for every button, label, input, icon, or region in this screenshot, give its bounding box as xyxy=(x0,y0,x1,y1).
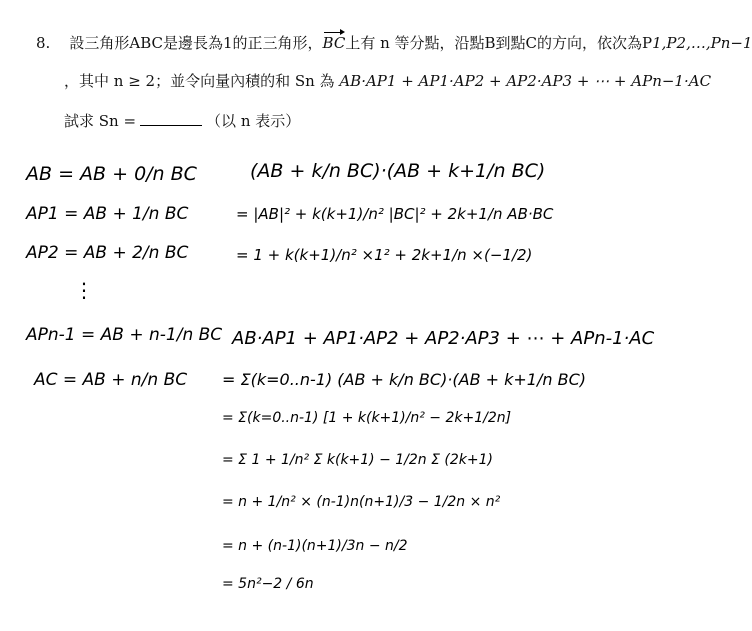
sum-expression: AB·AP1 + AP1·AP2 + AP2·AP3 + ⋯ + APn−1·AC xyxy=(339,72,712,90)
note-ac: AC = AB + n/n BC xyxy=(34,370,188,390)
problem-line-2 xyxy=(64,70,711,91)
problem-text-1c: 1,P2,…,Pn−1 xyxy=(652,34,752,52)
problem-ask-suffix: （以 n 表示） xyxy=(206,112,301,130)
note-apn1: APn-1 = AB + n-1/n BC xyxy=(26,325,223,345)
product-expression: (AB + k/n BC)·(AB + k+1/n BC) xyxy=(250,160,546,182)
problem-text-1b: 上有 n 等分點，沿點B到點C的方向，依次為P xyxy=(345,34,653,52)
problem-line-3 xyxy=(64,110,300,131)
problem-ask: 試求 Sn = xyxy=(64,112,137,130)
sum-step-1: = Σ(k=0..n-1) (AB + k/n BC)·(AB + k+1/n BC) xyxy=(222,370,586,389)
product-expand: = |AB|² + k(k+1)/n² |BC|² + 2k+1/n AB·BC xyxy=(236,205,554,223)
problem-text-2: ，其中 n ≥ 2；並令向量內積的和 Sn 為 xyxy=(64,72,335,90)
sum-restate: AB·AP1 + AP1·AP2 + AP2·AP3 + ⋯ + APn-1·AC xyxy=(232,328,655,349)
product-simplify: = 1 + k(k+1)/n² ×1² + 2k+1/n ×(−1/2) xyxy=(236,246,533,264)
note-ab: AB = AB + 0/n BC xyxy=(26,163,197,185)
problem-number: 8. xyxy=(36,34,51,52)
sum-step-4: = n + 1/n² × (n-1)n(n+1)/3 − 1/2n × n² xyxy=(222,494,501,510)
answer-blank xyxy=(140,125,202,126)
final-answer: = 5n²−2 / 6n xyxy=(222,576,314,592)
problem-text-1: 設三角形ABC是邊長為1的正三角形， xyxy=(69,34,323,52)
note-ap1: AP1 = AB + 1/n BC xyxy=(26,204,189,224)
sum-step-2: = Σ(k=0..n-1) [1 + k(k+1)/n² − 2k+1/2n] xyxy=(222,410,512,426)
sum-step-5: = n + (n-1)(n+1)/3n − n/2 xyxy=(222,538,408,554)
note-dots: ⋮ xyxy=(74,278,94,302)
bc-vector: BC xyxy=(322,34,346,52)
sum-step-3: = Σ 1 + 1/n² Σ k(k+1) − 1/2n Σ (2k+1) xyxy=(222,452,494,468)
note-ap2: AP2 = AB + 2/n BC xyxy=(26,243,189,263)
problem-line-1 xyxy=(36,32,752,53)
